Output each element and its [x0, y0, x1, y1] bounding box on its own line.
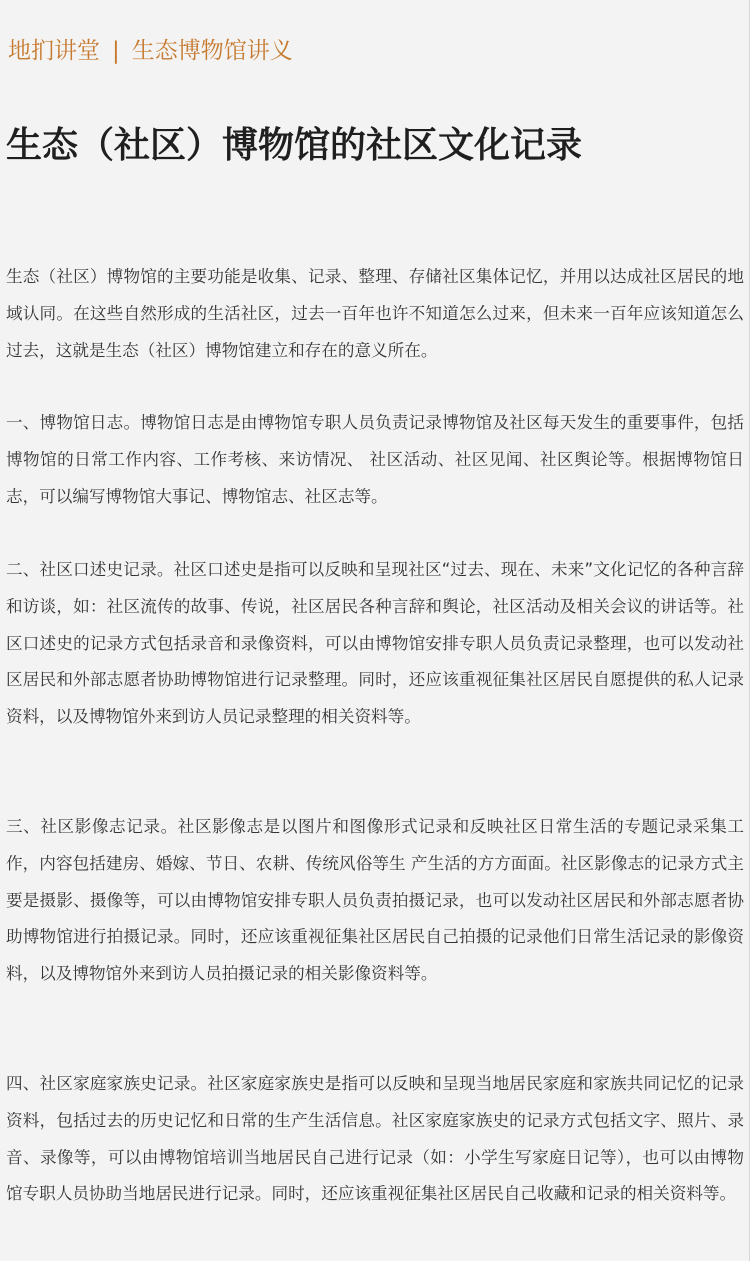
breadcrumb-section[interactable]: 地扪讲堂: [8, 38, 100, 64]
museum-log-paragraph: 一、博物馆日志。博物馆日志是由博物馆专职人员负责记录博物馆及社区每天发生的重要事件，包括博物馆的日常工作内容、工作考核、来访情况、 社区活动、社区见闻、社区舆论等。根据博物馆日志，可以编写博物馆大事记、博物馆志、社区志等。: [6, 413, 744, 506]
oral-history-paragraph: 二、社区口述史记录。社区口述史是指可以反映和呈现社区“过去、现在、未来”文化记忆的各种言辞和访谈，如：社区流传的故事、传说，社区居民各种言辞和舆论，社区活动及相关会议的讲话等。社区口述史的记录方式包括录音和录像资料，可以由博物馆安排专职人员负责记录整理，也可以发动社区居民和外部志愿者协助博物馆进行记录整理。同时，还应该重视征集社区居民自愿提供的私人记录资料，以及博物馆外来到访人员记录整理的相关资料等。: [6, 560, 744, 727]
article-title: 生态（社区）博物馆的社区文化记录: [6, 125, 583, 166]
intro-paragraph: 生态（社区）博物馆的主要功能是收集、记录、整理、存储社区集体记忆，并用以达成社区居民的地域认同。在这些自然形成的生活社区，过去一百年也许不知道怎么过来，但未来一百年应该知道怎么过去，这就是生态（社区）博物馆建立和存在的意义所在。: [6, 267, 744, 360]
breadcrumb: [8, 36, 293, 66]
image-record-paragraph: 三、社区影像志记录。社区影像志是以图片和图像形式记录和反映社区日常生活的专题记录采集工作，内容包括建房、婚嫁、节日、农耕、传统风俗等生 产生活的方方面面。社区影像志的记录方式主要是摄影、摄像等，可以由博物馆安排专职人员负责拍摄记录，也可以发动社区居民和外部志愿者协助博物馆进行拍摄记录。同时，还应该重视征集社区居民自己拍摄的记录他们日常生活记录的影像资料，以及博物馆外来到访人员拍摄记录的相关影像资料等。: [6, 817, 744, 984]
breadcrumb-series[interactable]: 生态博物馆讲义: [131, 38, 293, 64]
family-history-paragraph: 四、社区家庭家族史记录。社区家庭家族史是指可以反映和呈现当地居民家庭和家族共同记忆的记录资料，包括过去的历史记忆和日常的生产生活信息。社区家庭家族史的记录方式包括文字、照片、录音、录像等，可以由博物馆培训当地居民自己进行记录（如：小学生写家庭日记等），也可以由博物馆专职人员协助当地居民进行记录。同时，还应该重视征集社区居民自己收藏和记录的相关资料等。: [6, 1074, 744, 1204]
breadcrumb-separator: |: [112, 38, 120, 64]
